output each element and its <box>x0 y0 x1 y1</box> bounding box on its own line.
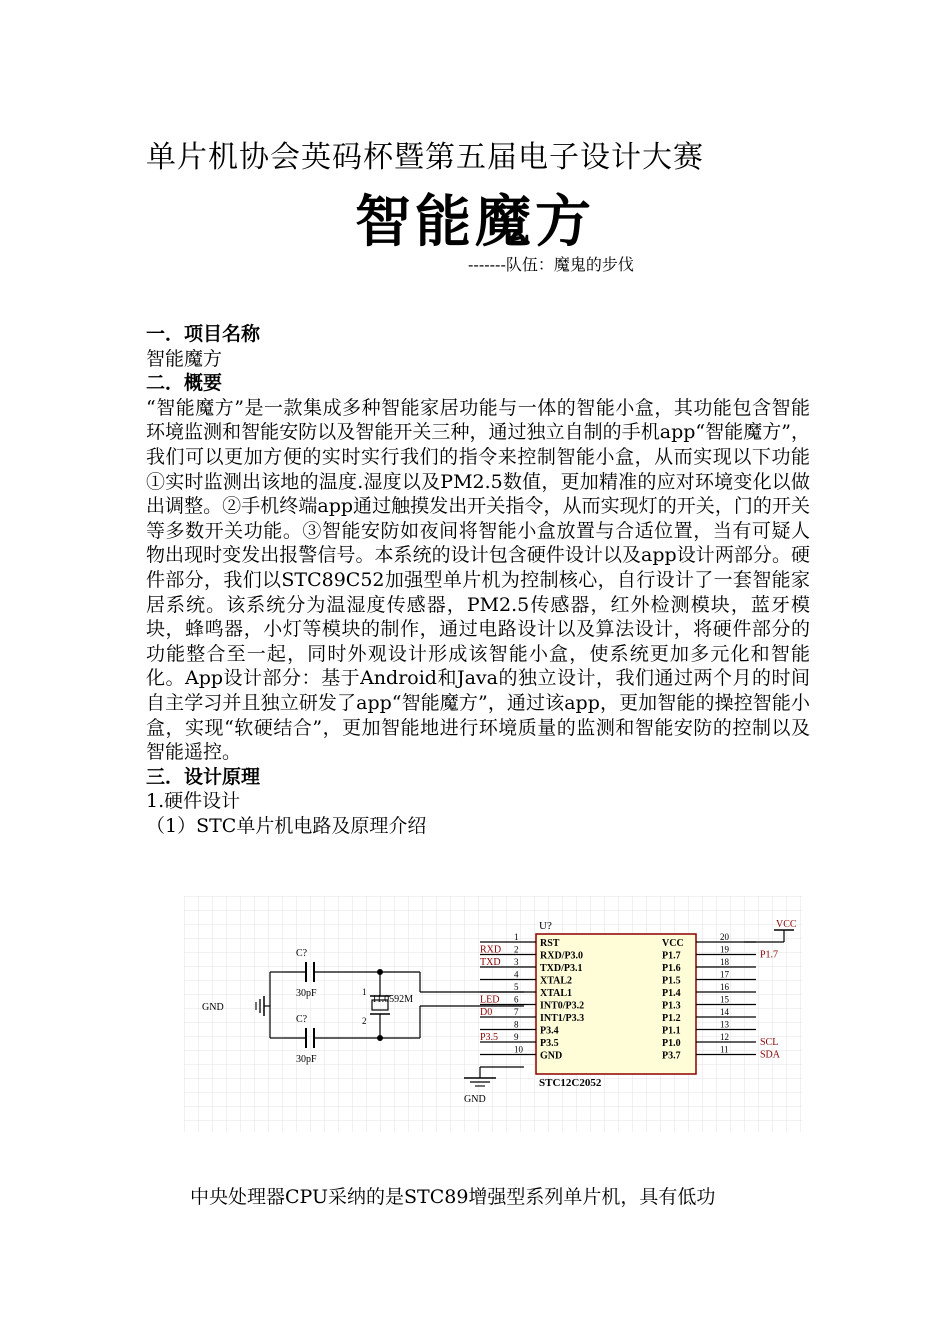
pin-number: 6 <box>514 994 519 1005</box>
pin-name: P1.7 <box>662 950 681 962</box>
pin-name: P1.3 <box>662 1000 681 1012</box>
pin-name: P1.2 <box>662 1013 681 1024</box>
pin-number: 20 <box>720 932 729 942</box>
net-label: P3.5 <box>480 1032 499 1043</box>
c2-ref: C? <box>296 1014 308 1025</box>
pin-number: 16 <box>720 982 729 992</box>
pin-number: 13 <box>720 1019 729 1030</box>
pin-number: 11 <box>720 1044 729 1055</box>
pin-name: TXD/P3.1 <box>540 963 583 974</box>
crystal-pin-2: 2 <box>362 1016 367 1026</box>
vcc-label: VCC <box>776 919 797 930</box>
pin-name: P1.4 <box>662 988 681 999</box>
event-title: 单片机协会英码杯暨第五届电子设计大赛 <box>146 140 704 175</box>
c1-ref: C? <box>296 948 308 959</box>
pin-name: RXD/P3.0 <box>540 950 584 962</box>
pin-number: 8 <box>514 1019 519 1030</box>
pin-name: P1.0 <box>662 1038 681 1049</box>
gnd-label: GND <box>464 1094 486 1105</box>
pin-name: P3.4 <box>540 1025 559 1037</box>
pin-number: 10 <box>514 1044 523 1055</box>
section-3-sub1: 1.硬件设计 <box>146 790 241 813</box>
pin-number: 19 <box>720 944 729 955</box>
stc-circuit-schematic <box>184 896 802 1132</box>
pin-number: 5 <box>514 982 519 992</box>
pin-name: P3.7 <box>662 1050 681 1062</box>
section-2-text: “智能魔方”是一款集成多种智能家居功能与一体的智能小盒，其功能包含智能环境监测和智能安防以及智能开关三种，通过独立自制的手机app“智能魔方”，我们可以更加方便的实时实行我们的指令来控制智能小盒，从而实现以下功能①实时监测出该地的温度.湿度以及PM2.5数值，更加精准的应对环境变化以做出调整。②手机终端app通过触摸发出开关指令，从而实现灯的开关，门的开关等多数开关功能。③智能安防如夜间将智能小盒放置与合适位置，当有可疑人物出现时变发出报警信号。本系统的设计包含硬件设计以及app设计两部分。硬件部分，我们以STC89C52加强型单片机为控制核心，自行设计了一套智能家居系统。该系统分为温湿度传感器，PM2.5传感器，红外检测模块，蓝牙模块，蜂鸣器，小灯等模块的制作，通过电路设计以及算法设计，将硬件部分的功能整合至一起，同时外观设计形成该智能小盒，使系统更加多元化和智能化。App设计部分：基于Android和Java的独立设计，我们通过两个月的时间自主学习并且独立研发了app“智能魔方”，通过该app，更加智能的操控智能小盒，实现“软硬结合”，更加智能地进行环境质量的监测和智能安防的控制以及智能遥控。 <box>146 396 810 764</box>
pin-number: 18 <box>720 957 729 967</box>
pin-number: 17 <box>720 969 729 980</box>
document-title: 智能魔方 <box>355 190 595 255</box>
document-body <box>146 322 810 838</box>
pin-name: GND <box>540 1050 563 1062</box>
section-3-heading: 三．设计原理 <box>146 765 261 788</box>
net-label: RXD <box>480 944 502 956</box>
grid-background <box>184 896 802 1132</box>
pin-name: VCC <box>662 938 684 949</box>
net-label: SCL <box>760 1037 779 1048</box>
pin-name: P1.1 <box>662 1025 681 1037</box>
gnd-left-label: GND <box>202 1002 224 1013</box>
net-label: P1.7 <box>760 949 779 961</box>
pin-name: INT0/P3.2 <box>540 1000 585 1012</box>
pin-name: INT1/P3.3 <box>540 1013 585 1024</box>
section-2-heading: 二．概要 <box>146 372 223 395</box>
pin-number: 7 <box>514 1007 519 1017</box>
pin-number: 14 <box>720 1007 729 1017</box>
section-3-sub2: （1）STC单片机电路及原理介绍 <box>146 814 427 837</box>
pin-number: 3 <box>514 957 519 967</box>
pin-name: P3.5 <box>540 1038 559 1049</box>
pin-number: 2 <box>514 944 519 955</box>
pin-number: 12 <box>720 1032 729 1042</box>
chip-ref: U? <box>539 920 552 932</box>
section-1-heading: 一．项目名称 <box>146 323 261 345</box>
c1-value: 30pF <box>296 988 317 999</box>
pin-number: 4 <box>514 969 519 980</box>
net-label: D0 <box>480 1007 493 1018</box>
body-paragraph: 中央处理器CPU采纳的是STC89增强型系列单片机，具有低功 <box>190 1186 716 1208</box>
pin-name: P1.6 <box>662 963 681 974</box>
pin-name: XTAL1 <box>540 988 573 999</box>
pin-name: RST <box>540 938 560 949</box>
chip-name: STC12C2052 <box>539 1077 602 1089</box>
crystal-pin-1: 1 <box>362 987 367 997</box>
net-label: SDA <box>760 1049 781 1061</box>
crystal-label: 11.0592M <box>372 994 414 1005</box>
net-label: LED <box>480 994 500 1006</box>
c2-value: 30pF <box>296 1054 317 1065</box>
pin-number: 15 <box>720 994 729 1005</box>
pin-name: XTAL2 <box>540 975 573 987</box>
net-label: TXD <box>480 957 501 968</box>
section-1-text: 智能魔方 <box>146 347 223 370</box>
pin-number: 1 <box>514 932 519 942</box>
pin-number: 9 <box>514 1032 519 1042</box>
team-name: -------队伍：魔鬼的步伐 <box>468 255 634 274</box>
pin-name: P1.5 <box>662 975 681 987</box>
